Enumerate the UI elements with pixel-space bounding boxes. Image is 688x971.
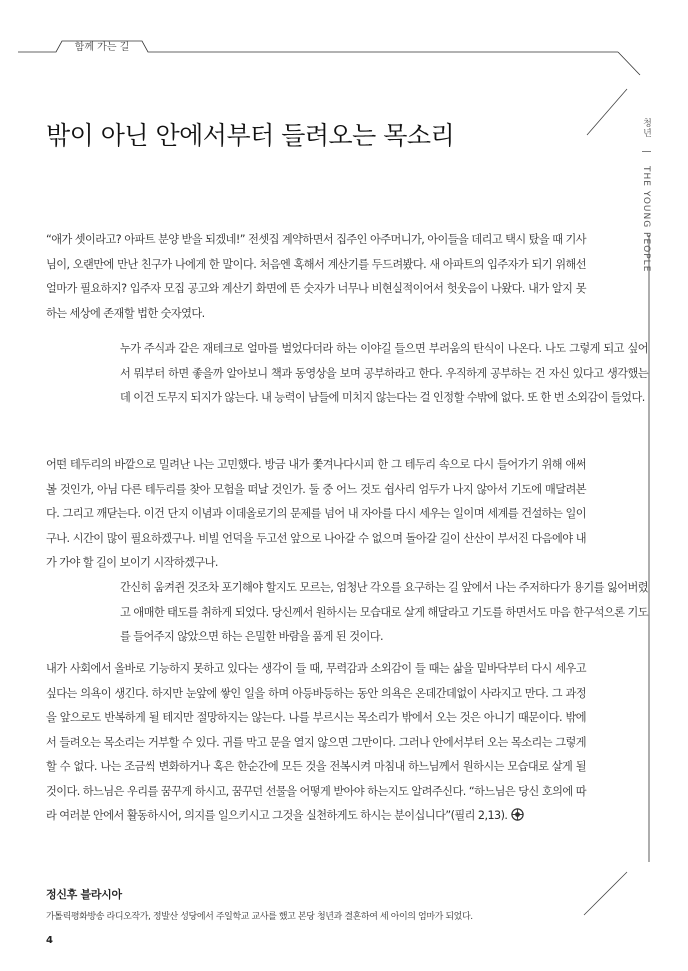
page-number: 4 [46, 935, 53, 946]
indented-paragraph-1: 누가 주식과 같은 재테크로 얼마를 벌었다더라 하는 이야길 들으면 부러움의 탄식이 나온다. 나도 그렇게 되고 싶어서 뭐부터 하면 좋을까 알아보니 책과 동영상을 보며 공부하라고 한다. 우직하게 공부하는 건 자신 있다고 생각했는데 이건 도무지 되지가 않는다. 내 능력이 남들에 미치지 않는다는 걸 인정할 수밖에 없다. 또 한 번 소외감이 들었다. [120, 342, 648, 404]
author-bio: 가톨릭평화방송 라디오작가, 정발산 성당에서 주일학교 교사를 했고 본당 청년과 결혼하여 세 아이의 엄마가 되었다. [46, 912, 473, 922]
ornament-icon [511, 806, 524, 831]
side-section-label [640, 118, 653, 272]
side-label-english: THE YOUNG PEOPLE [641, 165, 651, 273]
article-title: 밖이 아닌 안에서부터 들려오는 목소리 [46, 121, 455, 150]
side-label-separator: | [641, 149, 651, 154]
paragraph-2: 어떤 테두리의 바깥으로 밀려난 나는 고민했다. 방금 내가 쫓겨나다시피 한 그 테두리 속으로 다시 들어가기 위해 애써볼 것인가, 아님 다른 테두리를 찾아 모험을 떠날 것인가. 둘 중 어느 것도 쉽사리 엄두가 나지 않아서 기도에 매달려본다. 그리고 깨닫는다. 이건 단지 이념과 이데올로기의 문제를 넘어 내 자아를 다시 세우는 일이며 세계를 건설하는 일이구나. 시간이 많이 필요하겠구나. 비빌 언덕을 두고선 앞으로 나아갈 수 없으며 돌아갈 길이 산산이 부서진 다음에야 내가 가야 할 길이 보이기 시작하겠구나. [46, 458, 586, 569]
paragraph-1: “애가 셋이라고? 아파트 분양 받을 되겠네!” 전셋집 계약하면서 집주인 아주머니가, 아이들을 데리고 택시 탔을 때 기사님이, 오랜만에 만난 친구가 나에게 한 말이다. 처음엔 혹해서 계산기를 두드려봤다. 새 아파트의 입주자가 되기 위해선 얼마가 필요하지? 입주자 모집 공고와 계산기 화면에 뜬 숫자가 너무나 비현실적이어서 헛웃음이 나왔다. 내가 알지 못하는 세상에 존재할 법한 숫자였다. [46, 233, 586, 320]
paragraph-3-text: 내가 사회에서 올바로 기능하지 못하고 있다는 생각이 들 때, 무력감과 소외감이 들 때는 삶을 밑바닥부터 다시 세우고 싶다는 의욕이 생긴다. 하지만 눈앞에 쌓인 일을 하며 아등바등하는 동안 의욕은 온데간데없이 사라지고 만다. 그 과정을 앞으로도 반복하게 될 테지만 절망하지는 않는다. 나를 부르시는 목소리가 밖에서 오는 것은 아니기 때문이다. 밖에서 들려오는 목소리는 거부할 수 있다. 귀를 막고 문을 열지 않으면 그만이다. 그러나 안에서부터 오는 목소리는 그렇게 할 수 없다. 나는 조금씩 변화하거나 혹은 한순간에 모든 것을 전복시켜 마침내 하느님께서 원하시는 모습대로 살게 될 것이다. 하느님은 우리를 꿈꾸게 하시고, 꿈꾸던 선물을 어떻게 받아야 하는지도 알려주신다. “하느님은 당신 호의에 따라 여러분 안에서 활동하시어, 의지를 일으키시고 그것을 실천하게도 하시는 분이십니다”(필리 2,13). [46, 662, 586, 822]
decor-slash-bottom [584, 872, 627, 915]
paragraph-3 [46, 657, 586, 831]
side-label-korean: 청년 [641, 118, 651, 138]
section-label: 함께 가는 길 [74, 42, 130, 53]
corner-diagonal-top [618, 52, 640, 75]
author-name: 정신후 블라시아 [46, 888, 122, 901]
indented-paragraph-2: 간신히 움켜쥔 것조차 포기해야 할지도 모르는, 엄청난 각오를 요구하는 길 앞에서 나는 주저하다가 용기를 잃어버렸고 애매한 태도를 취하게 되었다. 당신께서 원하시는 모습대로 살게 해달라고 기도를 하면서도 마음 한구석으론 기도를 들어주지 않았으면 하는 은밀한 바람을 품게 된 것이다. [120, 581, 648, 643]
decor-slash-top [587, 89, 627, 135]
